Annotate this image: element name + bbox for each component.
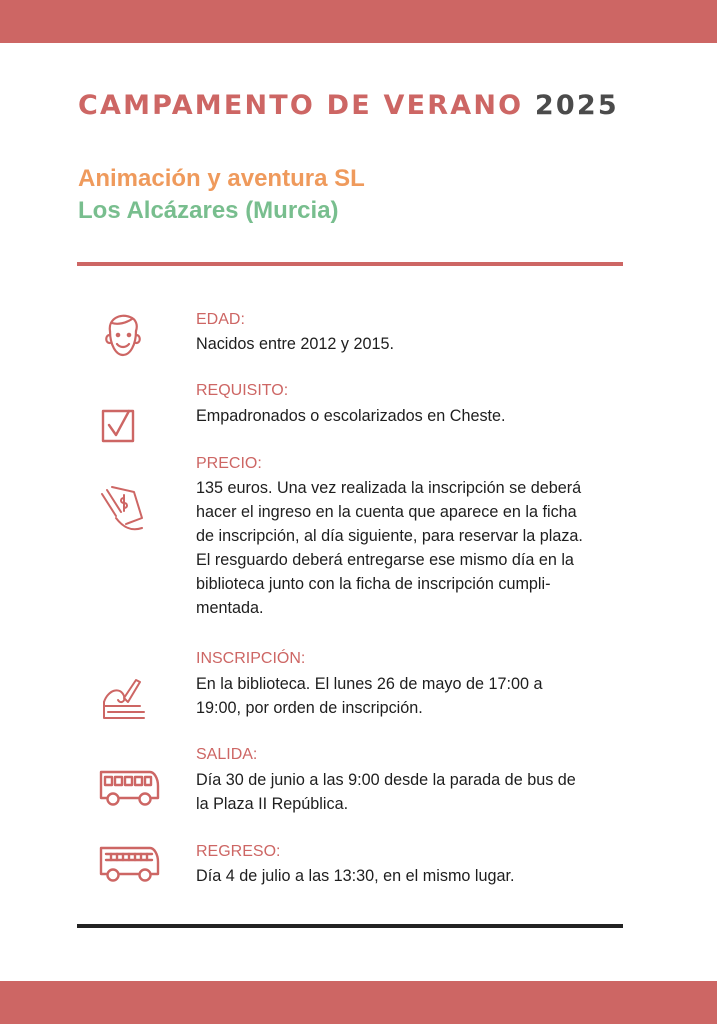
label-precio: PRECIO:: [196, 455, 262, 472]
text-salida: Día 30 de junio a las 9:00 desde la parada de bus de la Plaza II República.: [196, 771, 576, 813]
bus-icon: [98, 840, 160, 886]
organizer-name: Animación y aventura SL: [78, 165, 365, 192]
page-title: [78, 88, 619, 124]
signing-document-icon: [98, 676, 148, 726]
text-edad: Nacidos entre 2012 y 2015.: [196, 335, 394, 353]
bottom-color-band: [0, 981, 717, 1024]
child-face-icon: [98, 311, 148, 361]
money-hand-icon: [98, 484, 148, 534]
label-salida: SALIDA:: [196, 746, 258, 763]
text-inscripcion: En la biblioteca. El lunes 26 de mayo de 17:00 a 19:00, por orden de inscripción.: [196, 675, 543, 717]
location-name: Los Alcázares (Murcia): [78, 197, 339, 224]
label-regreso: REGRESO:: [196, 843, 281, 860]
label-edad: EDAD:: [196, 311, 245, 328]
bottom-divider: [77, 924, 623, 928]
title-main: CAMPAMENTO DE VERANO: [78, 90, 524, 121]
title-year: 2025: [534, 90, 619, 121]
label-requisito: REQUISITO:: [196, 382, 289, 399]
top-divider: [77, 262, 623, 266]
checkbox-checked-icon: [99, 405, 149, 455]
text-requisito: Empadronados o escolarizados en Cheste.: [196, 407, 506, 425]
bus-icon: [98, 764, 160, 810]
text-regreso: Día 4 de julio a las 13:30, en el mismo lugar.: [196, 867, 515, 885]
top-color-band: [0, 0, 717, 43]
text-precio: 135 euros. Una vez realizada la inscripción se deberá hacer el ingreso en la cuenta que aparece en la ficha de inscripción, al día siguiente, para reservar la plaza. El resguardo deberá entregarse ese mismo día en la biblioteca junto con la ficha de inscripción cumpli- mentada.: [196, 479, 583, 617]
label-inscripcion: INSCRIPCIÓN:: [196, 650, 306, 667]
